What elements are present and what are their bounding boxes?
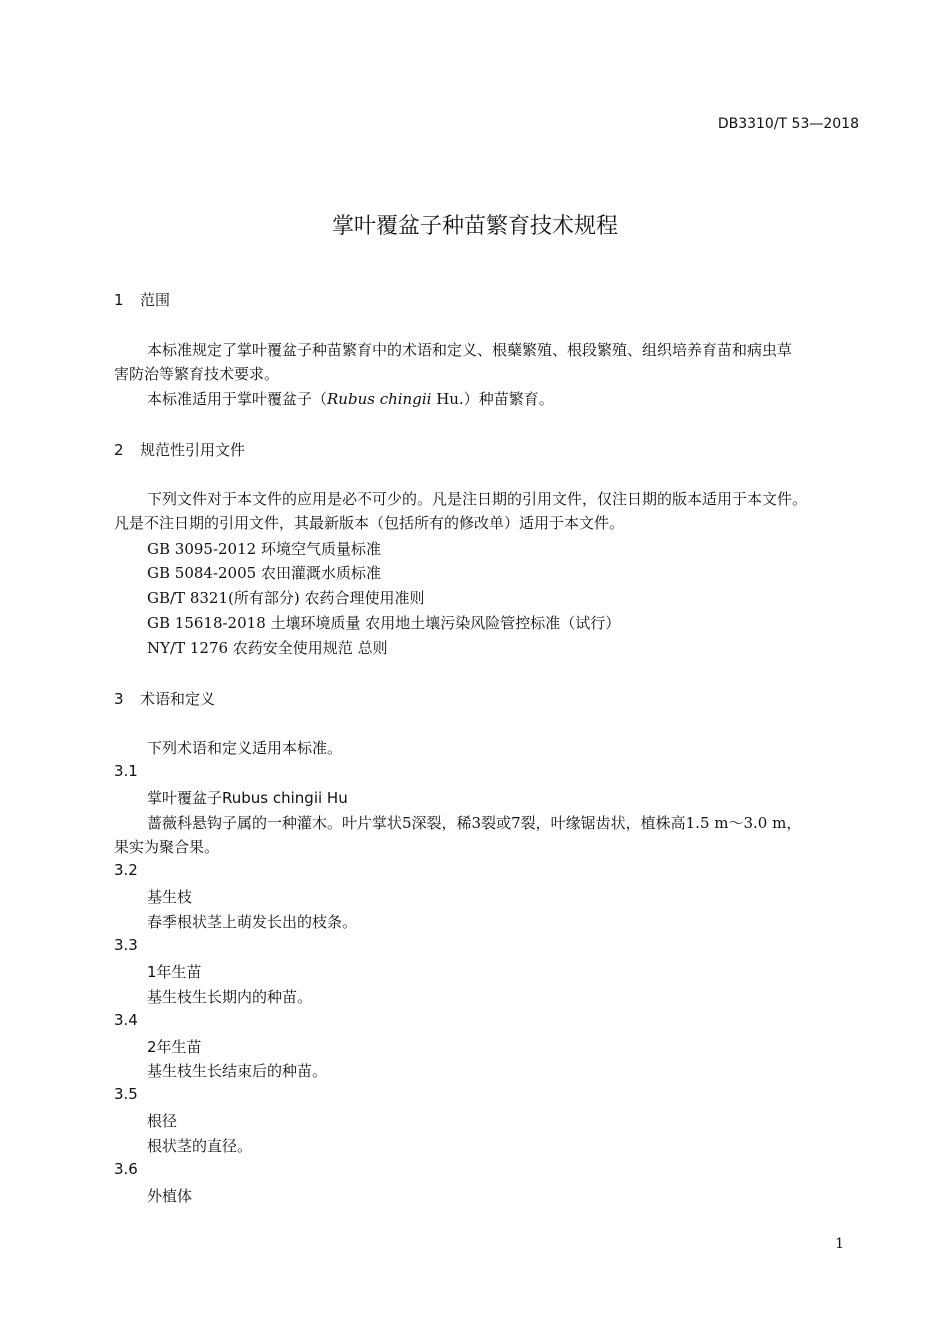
paragraph-line: 凡是不注日期的引用文件，其最新版本（包括所有的修改单）适用于本文件。 [114, 514, 625, 532]
section-3-heading [114, 688, 215, 709]
term-id: 3.1 [114, 762, 138, 780]
section-title: 术语和定义 [140, 690, 216, 708]
term-id: 3.4 [114, 1011, 138, 1029]
section-title: 范围 [140, 291, 171, 309]
section-title: 规范性引用文件 [140, 441, 246, 459]
term-definition: 根状茎的直径。 [147, 1137, 253, 1155]
term-id: 3.3 [114, 936, 138, 954]
text-span: 本标准适用于掌叶覆盆子（ [147, 390, 328, 408]
paragraph-line: 害防治等繁育技术要求。 [114, 365, 280, 383]
term-name: 基生枝 [147, 888, 193, 906]
term-name-latin: Rubus chingii Hu [222, 789, 348, 807]
reference-item: NY/T 1276 农药安全使用规范 总则 [147, 639, 388, 657]
term-name: 外植体 [147, 1187, 193, 1205]
text-span: Hu.）种苗繁育。 [431, 390, 554, 408]
term-id: 3.2 [114, 861, 138, 879]
reference-item: GB 15618-2018 土壤环境质量 农用地土壤污染风险管控标准（试行） [147, 614, 621, 632]
reference-item: GB 3095-2012 环境空气质量标准 [147, 540, 381, 558]
reference-item: GB/T 8321(所有部分) 农药合理使用准则 [147, 589, 425, 607]
paragraph-line [147, 388, 554, 409]
term-id: 3.5 [114, 1085, 138, 1103]
term-name-cn: 掌叶覆盆子 [147, 789, 223, 807]
section-1-heading [114, 289, 170, 310]
paragraph-line: 本标准规定了掌叶覆盆子种苗繁育中的术语和定义、根蘖繁殖、根段繁殖、组织培养育苗和病虫草 [147, 341, 793, 359]
term-definition: 蔷薇科悬钩子属的一种灌木。叶片掌状5深裂，稀3裂或7裂，叶缘锯齿状，植株高1.5 m～3.0 m， [147, 814, 802, 832]
reference-item: GB 5084-2005 农田灌溉水质标准 [147, 564, 381, 582]
term-name: 2年生苗 [147, 1038, 202, 1056]
page-number: 1 [835, 1236, 844, 1252]
term-id: 3.6 [114, 1160, 138, 1178]
term-definition: 基生枝生长结束后的种苗。 [147, 1062, 328, 1080]
species-name: Rubus chingii [327, 390, 432, 408]
section-number: 1 [114, 291, 124, 309]
term-name: 1年生苗 [147, 963, 202, 981]
section-number: 3 [114, 690, 124, 708]
section-2-heading [114, 439, 245, 460]
page-title: 掌叶覆盆子种苗繁育技术规程 [331, 214, 618, 239]
term-name: 根径 [147, 1112, 178, 1130]
term-definition: 果实为聚合果。 [114, 838, 220, 856]
term-definition: 基生枝生长期内的种苗。 [147, 988, 313, 1006]
term-definition: 春季根状茎上萌发长出的枝条。 [147, 913, 358, 931]
document-number: DB3310/T 53—2018 [717, 116, 859, 132]
section-number: 2 [114, 441, 124, 459]
paragraph-line: 下列文件对于本文件的应用是必不可少的。凡是注日期的引用文件，仅注日期的版本适用于本文件。 [147, 490, 808, 508]
term-name [147, 787, 348, 808]
paragraph-line: 下列术语和定义适用本标准。 [147, 739, 343, 757]
